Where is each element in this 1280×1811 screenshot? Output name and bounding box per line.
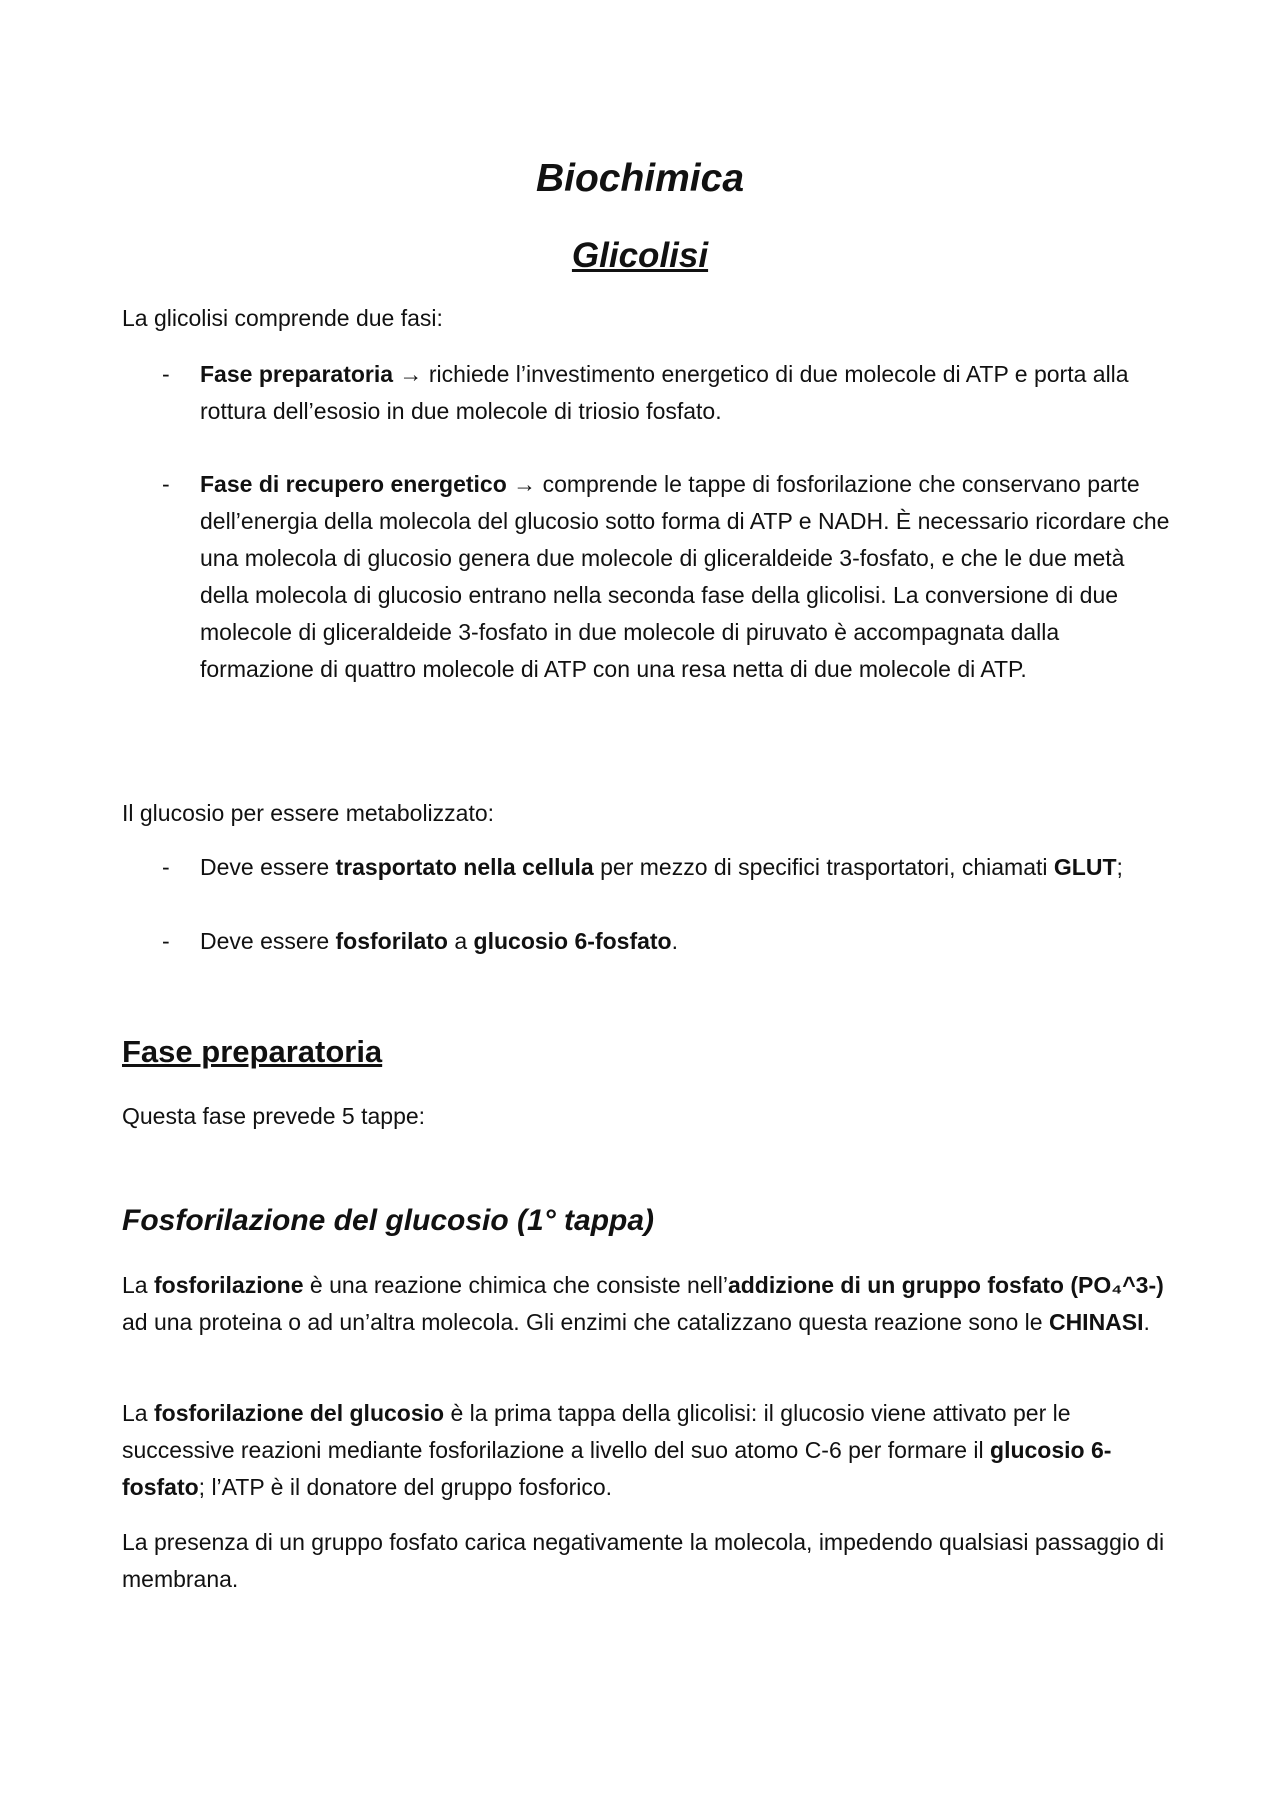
text-run: Deve essere — [200, 854, 336, 880]
list-item-text — [200, 356, 1172, 430]
arrow-icon: → — [513, 471, 537, 497]
paragraph-phosphate-charge: La presenza di un gruppo fosfato carica negativamente la molecola, impedendo qualsiasi passaggio di membrana. — [122, 1529, 1165, 1592]
text-run: ; l’ATP è il donatore del gruppo fosforico. — [198, 1474, 613, 1500]
text-run: a — [447, 928, 474, 954]
section-heading-step1: Fosforilazione del glucosio (1° tappa) — [122, 1204, 655, 1237]
list-item-text — [200, 849, 1172, 886]
text-run: è la prima tappa della glicolisi: il glucosio viene attivato per le successive reazioni mediante fosforilazione a livello del suo atomo C-6 per formare il — [122, 1400, 1071, 1463]
bold-run: addizione di un gruppo fosfato (PO₄^3-) — [727, 1272, 1164, 1298]
glucose-intro: Il glucosio per essere metabolizzato: — [122, 800, 495, 826]
list-item-phase-2 — [122, 466, 1172, 688]
arrow-icon: → — [399, 361, 423, 387]
bullet-dash: - — [162, 361, 170, 387]
bullet-dash: - — [162, 854, 170, 880]
phase-description: richiede l’investimento energetico di due molecole di ATP e porta alla rottura dell’esosio in due molecole di triosio fosfato. — [200, 361, 1129, 424]
text-run: ad una proteina o ad un’altra molecola. Gli enzimi che catalizzano questa reazione sono le — [122, 1309, 1049, 1335]
bold-run: trasportato nella cellula — [335, 854, 594, 880]
intro-text: La glicolisi comprende due fasi: — [122, 305, 443, 331]
phase-label: Fase di recupero energetico — [200, 471, 507, 497]
bold-run: fosforilato — [335, 928, 448, 954]
bold-run: fosforilazione del glucosio — [153, 1400, 445, 1426]
list-item-text — [200, 466, 1172, 688]
text-run: Deve essere — [200, 928, 336, 954]
text-run: è una reazione chimica che consiste nell’ — [303, 1272, 728, 1298]
section-prep-text: Questa fase prevede 5 tappe: — [122, 1103, 426, 1129]
text-run: ; — [1116, 854, 1123, 880]
paragraph-phosphorylation — [122, 1267, 1172, 1341]
bold-run: fosforilazione — [153, 1272, 304, 1298]
paragraph-glucose-phosphorylation — [122, 1395, 1172, 1506]
section-heading-prep: Fase preparatoria — [122, 1034, 383, 1069]
text-run: La — [122, 1400, 154, 1426]
list-item-text — [200, 923, 1172, 960]
list-item-phase-1 — [122, 356, 1172, 430]
text-run: . — [671, 928, 678, 954]
bullet-dash: - — [162, 928, 170, 954]
bold-run: CHINASI — [1048, 1309, 1144, 1335]
document-subtitle: Glicolisi — [571, 236, 709, 275]
text-run: per mezzo di specifici trasportatori, chiamati — [593, 854, 1054, 880]
list-item-glucose-2 — [122, 923, 1172, 960]
phase-label: Fase preparatoria — [200, 361, 394, 387]
phase-description: comprende le tappe di fosforilazione che conservano parte dell’energia della molecola del glucosio sotto forma di ATP e NADH. È necessario ricordare che una molecola di glucosio genera due molecole di gliceraldeide 3-fosfato, e che le due metà della molecola di glucosio entrano nella seconda fase della glicolisi. La conversione di due molecole di gliceraldeide 3-fosfato in due molecole di piruvato è accompagnata dalla formazione di quattro molecole di ATP con una resa netta di due molecole di ATP. — [200, 471, 1170, 682]
bullet-dash: - — [162, 471, 170, 497]
bold-run: glucosio 6-fosfato — [473, 928, 672, 954]
text-run: La — [122, 1272, 154, 1298]
list-item-glucose-1 — [122, 849, 1172, 886]
document-title: Biochimica — [535, 157, 745, 200]
bold-run: GLUT — [1053, 854, 1117, 880]
text-run: . — [1143, 1309, 1150, 1335]
bold-run: glucosio 6-fosfato — [122, 1437, 1112, 1500]
